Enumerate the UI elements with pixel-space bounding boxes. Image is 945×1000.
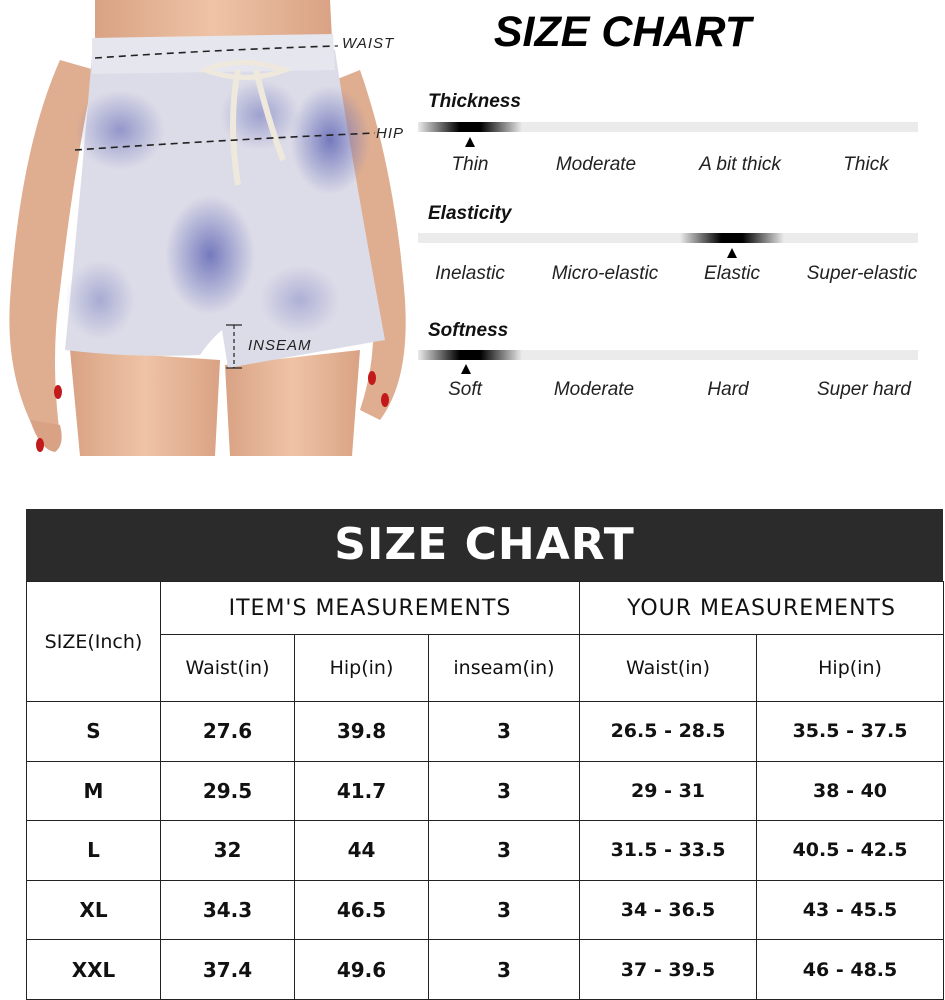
- item-measurements-header: ITEM'S MEASUREMENTS: [161, 582, 580, 635]
- elasticity-option-micro-elastic: Micro-elastic: [551, 263, 659, 284]
- your-hip-cell: 43 - 45.5: [757, 880, 944, 940]
- col-item-waist: Waist(in): [161, 635, 295, 702]
- inseam-cell: 3: [429, 702, 580, 762]
- inseam-cell: 3: [429, 880, 580, 940]
- table-row: [27, 702, 944, 762]
- your-waist-cell: 34 - 36.5: [580, 880, 757, 940]
- thickness-option-a-bit-thick: A bit thick: [699, 154, 781, 175]
- elasticity-title: Elasticity: [428, 203, 512, 224]
- waist-cell: 29.5: [161, 761, 295, 821]
- elasticity-option-inelastic: Inelastic: [435, 263, 505, 284]
- size-cell: L: [27, 821, 161, 881]
- elasticity-option-elastic: Elastic: [704, 263, 760, 284]
- your-waist-cell: 26.5 - 28.5: [580, 702, 757, 762]
- hip-cell: 41.7: [295, 761, 429, 821]
- your-waist-cell: 37 - 39.5: [580, 940, 757, 1000]
- your-waist-cell: 29 - 31: [580, 761, 757, 821]
- your-measurements-header: YOUR MEASUREMENTS: [580, 582, 944, 635]
- table-row: [27, 940, 944, 1000]
- hip-cell: 39.8: [295, 702, 429, 762]
- hip-cell: 44: [295, 821, 429, 881]
- waist-cell: 32: [161, 821, 295, 881]
- size-cell: XXL: [27, 940, 161, 1000]
- softness-option-soft: Soft: [448, 379, 482, 400]
- inseam-cell: 3: [429, 821, 580, 881]
- thickness-indicator: [418, 122, 522, 132]
- waist-cell: 34.3: [161, 880, 295, 940]
- size-cell: M: [27, 761, 161, 821]
- thickness-option-thin: Thin: [451, 154, 489, 175]
- your-hip-cell: 40.5 - 42.5: [757, 821, 944, 881]
- softness-option-moderate: Moderate: [553, 379, 635, 400]
- shorts-illustration: [0, 0, 420, 456]
- size-table: [26, 581, 944, 1000]
- col-item-hip: Hip(in): [295, 635, 429, 702]
- thickness-bar: [418, 122, 918, 132]
- elasticity-indicator: [680, 233, 784, 243]
- hip-label: HIP: [376, 125, 405, 142]
- inseam-label: INSEAM: [248, 337, 312, 354]
- size-column-header: SIZE(Inch): [27, 582, 161, 702]
- waist-cell: 37.4: [161, 940, 295, 1000]
- elasticity-arrow-icon: [727, 248, 737, 258]
- col-your-hip: Hip(in): [757, 635, 944, 702]
- softness-bar: [418, 350, 918, 360]
- thickness-title: Thickness: [428, 91, 521, 112]
- table-row: [27, 821, 944, 881]
- hip-cell: 46.5: [295, 880, 429, 940]
- elasticity-option-super-elastic: Super-elastic: [806, 263, 918, 284]
- elasticity-bar: [418, 233, 918, 243]
- inseam-cell: 3: [429, 761, 580, 821]
- table-row: [27, 761, 944, 821]
- your-hip-cell: 46 - 48.5: [757, 940, 944, 1000]
- size-cell: XL: [27, 880, 161, 940]
- size-cell: S: [27, 702, 161, 762]
- col-item-inseam: inseam(in): [429, 635, 580, 702]
- inseam-cell: 3: [429, 940, 580, 1000]
- softness-option-super-hard: Super hard: [816, 379, 912, 400]
- thickness-option-thick: Thick: [843, 154, 889, 175]
- softness-title: Softness: [428, 320, 509, 341]
- hip-cell: 49.6: [295, 940, 429, 1000]
- softness-arrow-icon: [461, 364, 471, 374]
- waist-label: WAIST: [342, 35, 395, 52]
- softness-option-hard: Hard: [707, 379, 749, 400]
- table-row: [27, 880, 944, 940]
- your-waist-cell: 31.5 - 33.5: [580, 821, 757, 881]
- page-title: SIZE CHART: [493, 8, 752, 56]
- thickness-option-moderate: Moderate: [555, 154, 637, 175]
- thickness-arrow-icon: [465, 137, 475, 147]
- your-hip-cell: 38 - 40: [757, 761, 944, 821]
- table-title: SIZE CHART: [26, 509, 943, 581]
- waist-cell: 27.6: [161, 702, 295, 762]
- softness-indicator: [418, 350, 522, 360]
- your-hip-cell: 35.5 - 37.5: [757, 702, 944, 762]
- col-your-waist: Waist(in): [580, 635, 757, 702]
- product-photo: [0, 0, 420, 456]
